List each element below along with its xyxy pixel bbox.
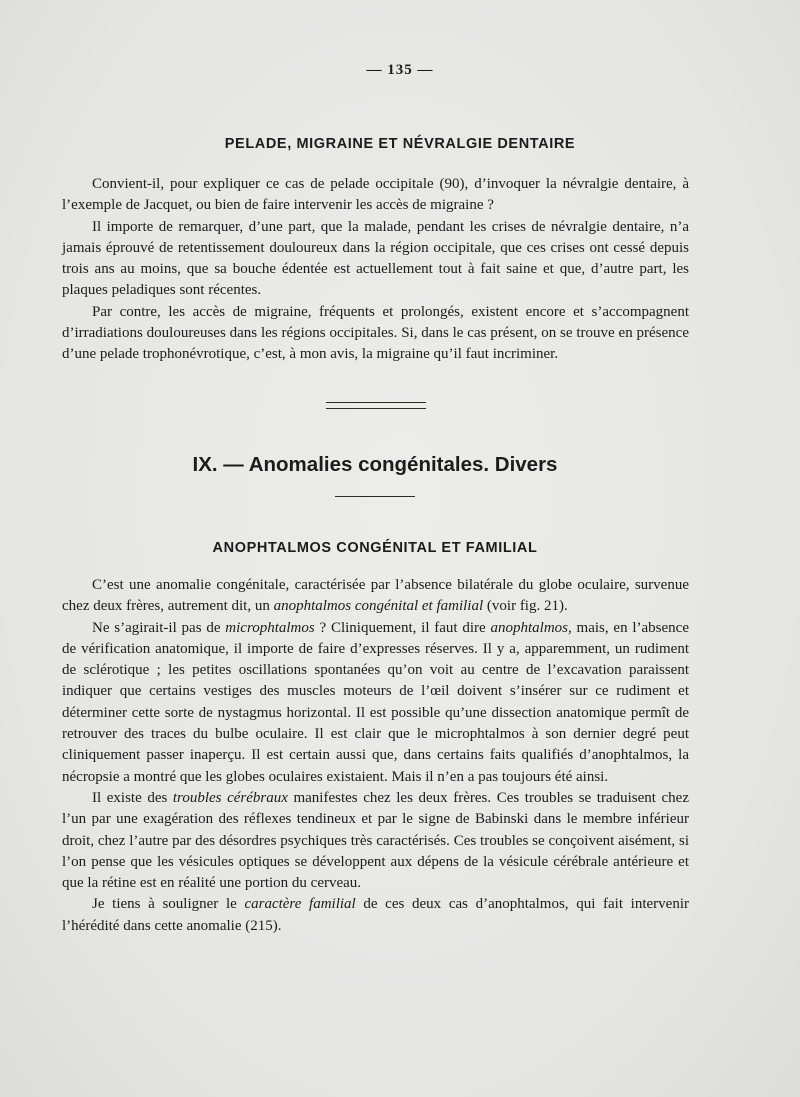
paragraph: Il importe de remarquer, d’une part, que la malade, pendant les crises de névralgie dentaire, n’a jamais éprouvé de retentissement douloureux dans la région occipitale, que ces crises ont cessé depuis trois ans au moins, que sa bouche édentée est actuellement tout à fait saine et que, d’autre part, les plaques peladiques sont récentes.: [62, 218, 689, 299]
section-heading-anophtalmos: ANOPHTALMOS CONGÉNITAL ET FAMILIAL: [212, 540, 538, 556]
section-body-pelade: [62, 174, 689, 366]
chapter-underline: [335, 496, 415, 497]
paragraph: Ne s’agirait-il pas de microphtalmos ? Cliniquement, il faut dire anophtalmos, mais, en l’absence de vérification anatomique, il importe de faire d’expresses réserves. Il y a, apparemment, un rudiment de sclérotique ; les petites oscillations spontanées qu’on voit au centre de l’excavation paraissent indiquer que certains vestiges des muscles moteurs de l’œil doivent s’insérer sur ce rudiment et déterminer cette sorte de nystagmus horizontal. Il est possible qu’une dissection anatomique permît de retrouver des traces du bulbe oculaire. Il est clair que le microphtalmos à son dernier degré peut cliniquement passer inaperçu. Il est certain aussi que, dans certains faits qualifiés d’anophtalmos, la nécropsie a montré que les globes oculaires existaient. Mais il n’en a pas toujours été ainsi.: [62, 619, 689, 785]
paragraph: Il existe des troubles cérébraux manifestes chez les deux frères. Ces troubles se traduisent chez l’un par une exagération des réflexes tendineux et par le signe de Babinski dans le membre inférieur droit, chez l’autre par des désordres psychiques très caractérisés. Ces troubles se conçoivent aisément, si l’on pense que les vésicules optiques se développent aux dépens de la vésicule cérébrale antérieure et que la rétine est en réalité une portion du cerveau.: [62, 789, 689, 892]
section-body-anophtalmos: [62, 575, 689, 937]
chapter-title: IX. — Anomalies congénitales. Divers: [192, 453, 558, 476]
section-heading-pelade: PELADE, MIGRAINE ET NÉVRALGIE DENTAIRE: [224, 136, 576, 152]
section-divider: [326, 402, 426, 409]
paragraph: Par contre, les accès de migraine, fréquents et prolongés, existent encore et s’accompagnent d’irradiations douloureuses dans les régions occipitales. Si, dans le cas présent, on se trouve en présence d’une pelade trophonévrotique, c’est, à mon avis, la migraine qu’il faut incriminer.: [62, 303, 689, 363]
paragraph: Convient-il, pour expliquer ce cas de pelade occipitale (90), d’invoquer la névralgie dentaire, à l’exemple de Jacquet, ou bien de faire intervenir les accès de migraine ?: [62, 176, 689, 214]
paragraph: C’est une anomalie congénitale, caractérisée par l’absence bilatérale du globe oculaire, survenue chez deux frères, autrement dit, un anophtalmos congénital et familial (voir fig. 21).: [62, 577, 689, 615]
paragraph: Je tiens à souligner le caractère familial de ces deux cas d’anophtalmos, qui fait intervenir l’hérédité dans cette anomalie (215).: [62, 896, 689, 934]
page-number: — 135 —: [366, 62, 434, 78]
